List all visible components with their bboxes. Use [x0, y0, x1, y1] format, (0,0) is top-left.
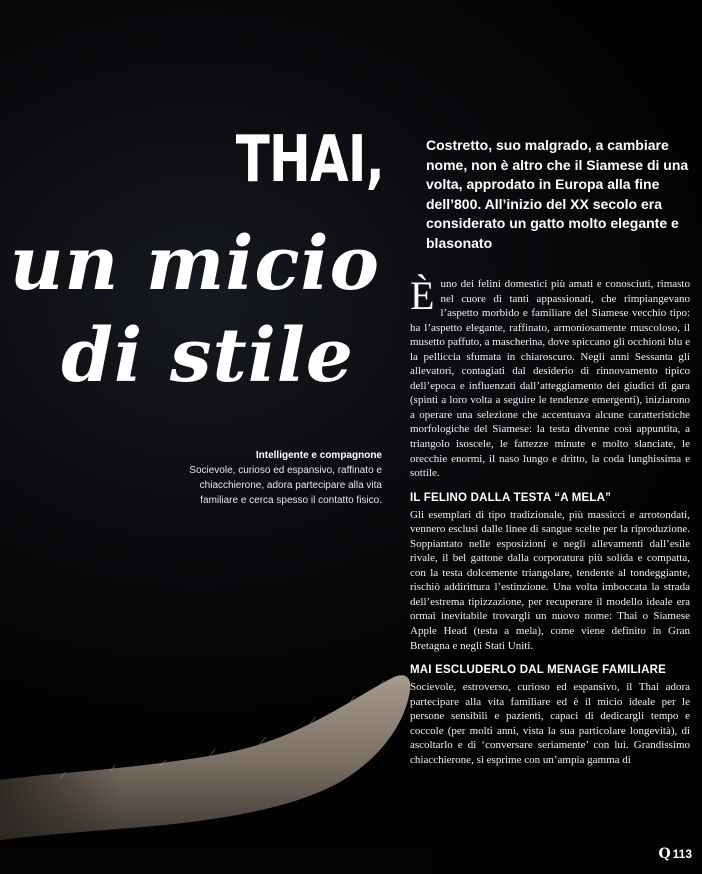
lead-paragraph: Costretto, suo malgrado, a cambiare nome, non è altro che il Siamese di una volta, approdato in Europa alla fine dell’800. All’inizio del XX secolo era considerato un gatto molto elegante e blasonato — [426, 137, 689, 251]
title-line-un-micio: un micio — [9, 221, 380, 307]
magazine-logo: Q — [658, 846, 671, 862]
cat-tail-photo — [0, 660, 430, 874]
article-paragraph-2: Gli esemplari di tipo tradizionale, più massicci e arrotondati, vennero esclusi dalle linee di sangue scelte per la riproduzione. Soppiantato nelle esposizioni e negli allevamenti dall’esile rivale, il bel gattone dalla corporatura più solida e compatta, con la testa dolcemente triangolare, tendente al tondeggiante, rischiò addirittura l’estinzione. Una volta imboccata la strada dell’estrema tipizzazione, per recuperare il modello ideale era ormai inevitabile trovargli un nuovo nome: Thai o Siamese Apple Head (testa a mela), come viene definito in Gran Bretagna e negli Stati Uniti. — [410, 508, 690, 652]
photo-caption — [182, 448, 382, 508]
caption-text: Socievole, curioso ed espansivo, raffinato e chiacchierone, adora partecipare alla vita familiare e cerca spesso il contatto fisico. — [189, 465, 382, 506]
article-paragraph-3: Socievole, estroverso, curioso ed espansivo, il Thai adora partecipare alla vita familiare ed è il micio ideale per le persone sensibili e pazienti, capaci di dedicargli tempo e coccole (per molti anni, vista la sua particolare longevità), di ascoltarlo e di ‘conversare seriamente’ con lui. Grandissimo chiacchierone, si esprime con un’ampia gamma di — [410, 681, 690, 766]
article-body — [410, 273, 690, 767]
title-line-di-stile: di stile — [61, 313, 354, 399]
page-footer — [658, 846, 692, 862]
caption-title: Intelligente e compagnone — [255, 450, 382, 461]
page-number: 113 — [672, 847, 692, 861]
drop-cap: È — [410, 273, 435, 318]
article-paragraph-1: È uno dei felini domestici più amati e conosciuti, rimasto nel cuore di tanti appassionati, che rimpiangevano l’aspetto morbido e familiare del Siamese vecchio tipo: ha l’aspetto elegante, raffinato, armoniosamente muscoloso, il musetto paffuto, a mascherina, dove spiccano gli occhioni blu e la pelliccia sfumata in chiaroscuro. Negli anni Sessanta gli allevatori, contagiati dal desiderio di rinnovamento tipico dell’epoca e influenzati dall’atteggiamento dei giudici di gara (spinti a loro volta a seguire le tendenze emergenti), iniziarono a operare una selezione che accentuava alcune caratteristiche morfologiche del Siamese: la testa divenne così appuntita, a triangolo isoscele, le fattezze minute e molto slanciate, le orecchie enormi, il naso lungo e dritto, la coda lunghissima e sottile. — [410, 273, 690, 480]
section-heading-menage-familiare: MAI ESCLUDERLO DAL MENAGE FAMILIARE — [410, 664, 666, 677]
section-heading-testa-a-mela: IL FELINO DALLA TESTA “A MELA” — [410, 491, 612, 504]
title-line-thai: THAI, — [235, 123, 384, 197]
